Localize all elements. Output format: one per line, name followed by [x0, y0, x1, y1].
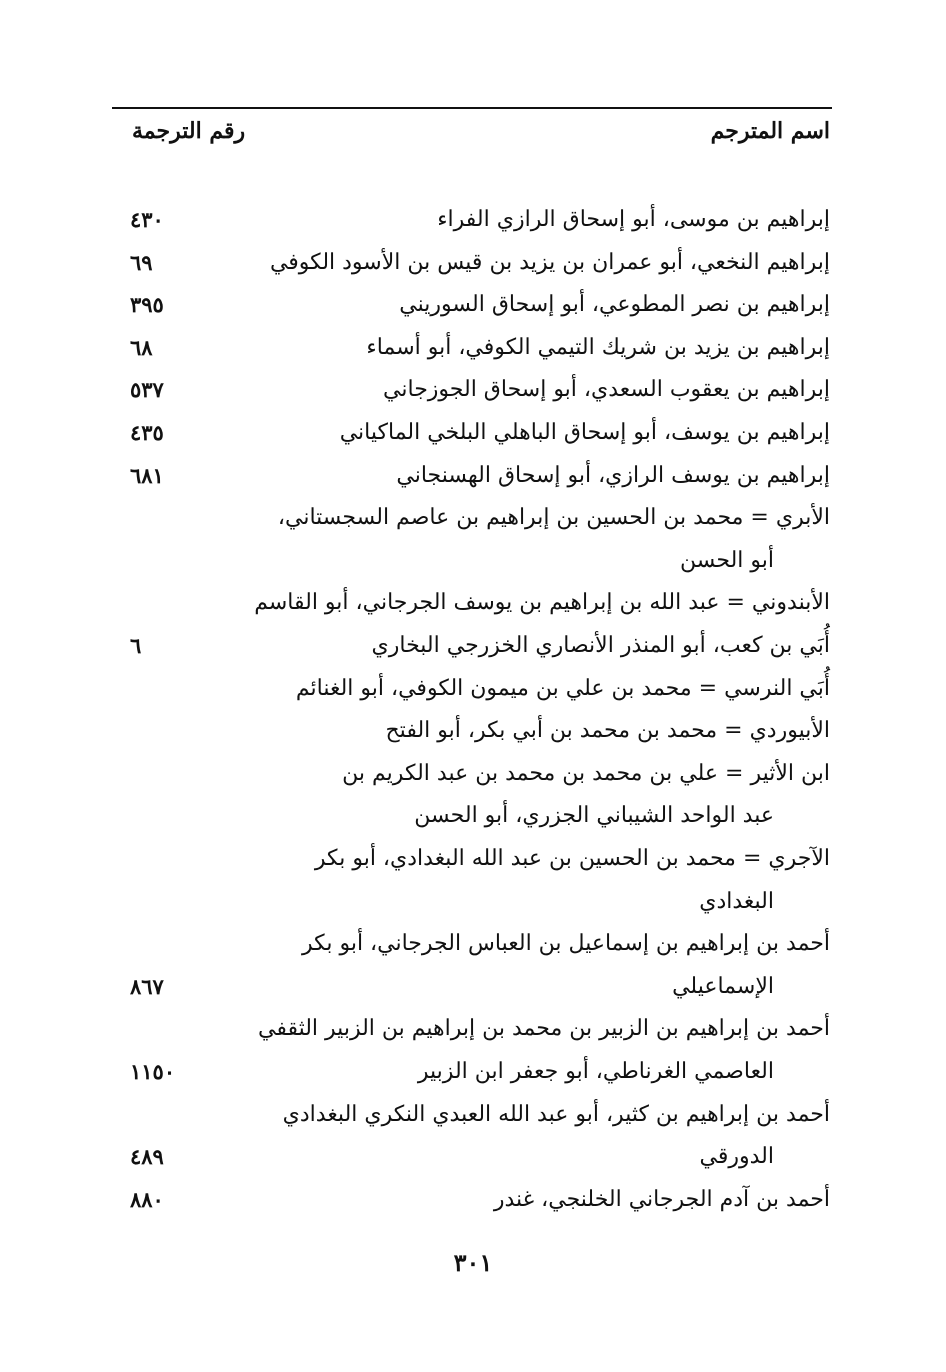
entry-name-continuation: الدورقي: [699, 1144, 774, 1170]
entry-name: أحمد بن إبراهيم بن الزبير بن محمد بن إبراهيم بن الزبير الثقفي: [258, 1016, 830, 1042]
entry-number: ٦: [130, 633, 142, 658]
header-rule: [112, 107, 832, 109]
entry-name: إبراهيم بن يوسف الرازي، أبو إسحاق الهسنجاني: [396, 462, 830, 488]
entry-number: ٤٣٠: [130, 207, 164, 232]
entry-number: ٦٩: [130, 249, 153, 275]
entry-number: ٨٨٠: [130, 1186, 164, 1212]
entry-name: إبراهيم بن يوسف، أبو إسحاق الباهلي البلخي الماكياني: [339, 420, 830, 445]
page-number: ٣٠١: [453, 1248, 493, 1277]
entry-name-continuation: العاصمي الغرناطي، أبو جعفر ابن الزبير: [417, 1059, 774, 1084]
column-header-name: اسم المترجم: [710, 118, 830, 144]
entry-number: ٣٩٥: [130, 292, 164, 318]
entry-name: إبراهيم بن يعقوب السعدي، أبو إسحاق الجوزجاني: [383, 377, 830, 403]
entry-number: ٥٣٧: [130, 377, 164, 403]
entry-name-continuation: الإسماعيلي: [672, 973, 774, 999]
entry-name: الآجري = محمد بن الحسين بن عبد الله البغدادي، أبو بكر: [314, 846, 830, 871]
entry-name: الأبندوني = عبد الله بن إبراهيم بن يوسف الجرجاني، أبو القاسم: [254, 590, 830, 616]
entry-number: ١١٥٠: [130, 1059, 176, 1084]
entry-number: ٦٨: [130, 334, 153, 360]
entry-name: أُبَي النرسي = محمد بن علي بن ميمون الكوفي، أبو الغنائم: [295, 675, 830, 701]
entry-name: إبراهيم بن موسى، أبو إسحاق الرازي الفراء: [437, 207, 830, 232]
entry-name-continuation: عبد الواحد الشيباني الجزري، أبو الحسن: [414, 803, 774, 829]
entry-name: الأبري = محمد بن الحسين بن إبراهيم بن عاصم السجستاني،: [277, 505, 830, 531]
entry-name: أحمد بن إبراهيم بن كثير، أبو عبد الله العبدي النكري البغدادي: [282, 1101, 830, 1127]
entry-name-continuation: البغدادي: [699, 888, 774, 914]
entry-number: ٤٣٥: [130, 420, 164, 445]
column-header-number: رقم الترجمة: [132, 118, 246, 144]
entry-name: الأبيوردي = محمد بن محمد بن أبي بكر، أبو الفتح: [385, 718, 830, 744]
entry-number: ٦٨١: [130, 462, 164, 488]
entry-name: أُبَي بن كعب، أبو المنذر الأنصاري الخزرجي البخاري: [371, 633, 830, 658]
entry-name: إبراهيم بن نصر المطوعي، أبو إسحاق السوريني: [399, 292, 830, 318]
entry-name: ابن الأثير = علي بن محمد بن محمد بن عبد الكريم بن: [342, 760, 830, 786]
entry-name: إبراهيم بن يزيد بن شريك التيمي الكوفي، أبو أسماء: [366, 334, 830, 360]
entry-name: إبراهيم النخعي، أبو عمران بن يزيد بن قيس بن الأسود الكوفي: [269, 249, 830, 275]
entry-name-continuation: أبو الحسن: [680, 547, 774, 573]
entry-name: أحمد بن إبراهيم بن إسماعيل بن العباس الجرجاني، أبو بكر: [302, 931, 830, 957]
entry-name: أحمد بن آدم الجرجاني الخلنجي، غندر: [493, 1186, 830, 1212]
entry-number: ٤٨٩: [130, 1144, 164, 1170]
entry-number: ٨٦٧: [130, 973, 164, 999]
